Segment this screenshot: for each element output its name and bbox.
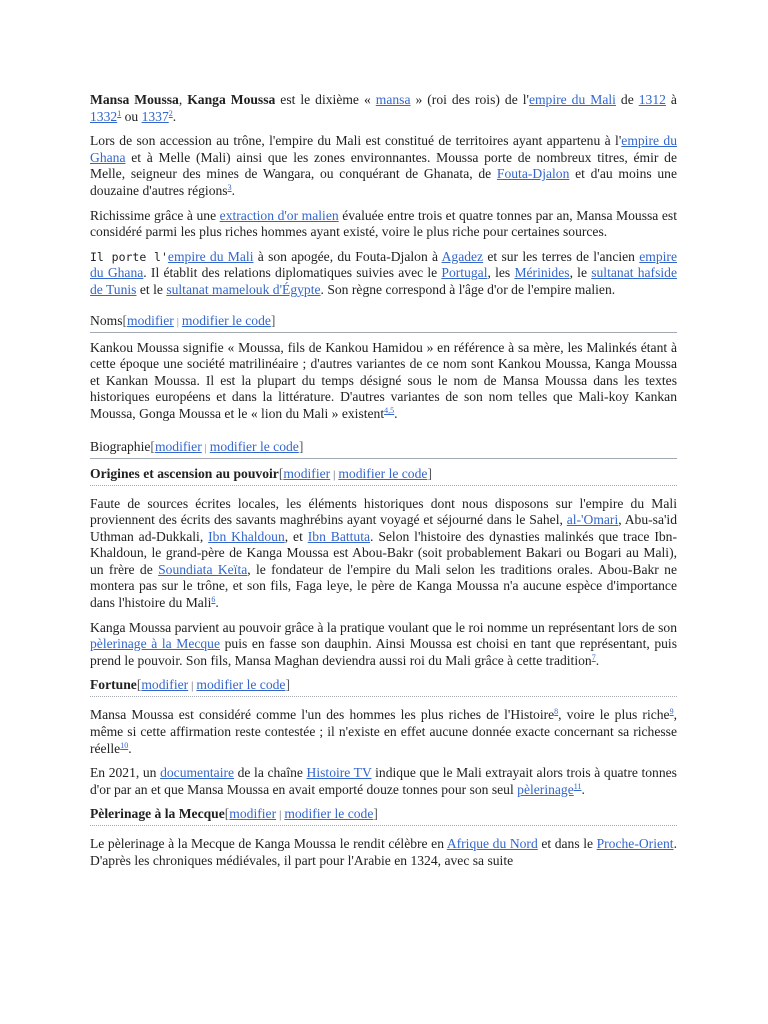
documentaire-paragraph: En 2021, un documentaire de la chaîne Histoire TV indique que le Mali extrayait alors trois à quatre tonnes d'or par an et que Mansa Moussa en avait emporté douze tonnes pour son seul pèlerinage$^{11}$. bbox=[90, 765, 677, 797]
link-sultanat-egypte[interactable]: sultanat mamelouk d'Égypte bbox=[166, 281, 321, 297]
intro-paragraph: Mansa Moussa, Kanga Moussa est le dixième « mansa » (roi des rois) de l'empire du Mali de 1312 à 1332$^1$ ou 1337$^2$. bbox=[90, 92, 677, 124]
link-empire-du-mali[interactable]: empire du Mali bbox=[528, 92, 616, 107]
ref-2[interactable]: 2 bbox=[168, 108, 173, 118]
link-ibn-battuta[interactable]: Ibn Battuta bbox=[307, 528, 371, 544]
ref-7[interactable]: 7 bbox=[591, 652, 596, 662]
link-pelerinage[interactable]: pèlerinage bbox=[517, 781, 574, 797]
link-extraction-or[interactable]: extraction d'or malien bbox=[219, 207, 339, 223]
ref-8[interactable]: 8 bbox=[554, 707, 559, 717]
ref-3[interactable]: 3 bbox=[227, 182, 232, 192]
section-heading-biographie: Biographie[modifier | modifier le code] bbox=[90, 439, 677, 459]
subsection-heading-fortune: Fortune[modifier | modifier le code] bbox=[90, 677, 677, 697]
link-1332[interactable]: 1332 bbox=[90, 108, 118, 124]
apogee-paragraph: Il porte l'empire du Mali à son apogée, du Fouta-Djalon à Agadez et sur les terres de l'ancien empire du Ghana. Il établit des relations diplomatiques suivies avec le Portugal, les Mérinides, le sultanat hafside de Tunis et le sultanat mamelouk d'Égypte. Son règne correspond à l'âge d'or de l'empire malien. bbox=[90, 248, 677, 297]
link-empire-du-ghana[interactable]: empire du Ghana bbox=[90, 133, 677, 165]
link-proche-orient[interactable]: Proche-Orient bbox=[596, 836, 674, 852]
link-1337[interactable]: 1337 bbox=[141, 108, 169, 124]
ref-10[interactable]: 10 bbox=[120, 740, 129, 750]
ref-9[interactable]: 9 bbox=[669, 707, 674, 717]
link-afrique-du-nord[interactable]: Afrique du Nord bbox=[446, 836, 538, 852]
ref-1[interactable]: 1 bbox=[117, 108, 122, 118]
edit-source-link-origines[interactable]: modifier le code bbox=[338, 465, 428, 481]
link-portugal[interactable]: Portugal bbox=[441, 265, 488, 281]
ref-4-5[interactable]: 4,5 bbox=[384, 405, 395, 415]
ref-6[interactable]: 6 bbox=[211, 595, 216, 605]
edit-source-link-pelerinage[interactable]: modifier le code bbox=[284, 806, 374, 822]
edit-link-fortune[interactable]: modifier bbox=[141, 677, 189, 693]
link-agadez[interactable]: Agadez bbox=[441, 248, 484, 264]
fortune-paragraph: Mansa Moussa est considéré comme l'un des hommes les plus riches de l'Histoire$^8$, voire le plus riche$^9$, même si cette affirmation reste contestée ; il n'existe en effet aucune donnée exacte concernant sa richesse réelle$^{10}$. bbox=[90, 707, 677, 756]
edit-link-origines[interactable]: modifier bbox=[283, 465, 331, 481]
edit-link-pelerinage[interactable]: modifier bbox=[229, 806, 277, 822]
edit-source-link-fortune[interactable]: modifier le code bbox=[196, 677, 286, 693]
wealth-paragraph: Richissime grâce à une extraction d'or malien évaluée entre trois et quatre tonnes par an, Mansa Moussa est considéré parmi les plus riches hommes ayant existé, voire le plus riche pour certaines sources. bbox=[90, 207, 677, 240]
kanga-paragraph: Kanga Moussa parvient au pouvoir grâce à la pratique voulant que le roi nomme un représentant lors de son pèlerinage à la Mecque puis en fasse son dauphin. Ainsi Moussa est choisi en tant que représentant, puis prend le pouvoir. Son fils, Mansa Maghan deviendra aussi roi du Mali grâce à cette tradition$^7$. bbox=[90, 619, 678, 668]
link-pelerinage-mecque[interactable]: pèlerinage à la Mecque bbox=[90, 636, 221, 652]
pelerinage-paragraph: Le pèlerinage à la Mecque de Kanga Moussa le rendit célèbre en Afrique du Nord et dans le Proche-Orient. D'après les chroniques médiévales, il part pour l'Arabie en 1324, avec sa suite bbox=[90, 836, 677, 868]
link-empire-du-mali-2[interactable]: empire du Mali bbox=[167, 248, 254, 264]
subsection-heading-pelerinage: Pèlerinage à la Mecque[modifier | modifier le code] bbox=[90, 806, 677, 826]
link-documentaire[interactable]: documentaire bbox=[160, 765, 235, 781]
noms-paragraph: Kankou Moussa signifie « Moussa, fils de Kankou Hamidou » en référence à sa mère, les Malinkés étant à cette époque une société matrilinéaire ; d'autres variantes de ce nom sont Kankou Moussa, Kanga Moussa et Kankan Moussa. Il est la plupart du temps désigné sous le nom de Mansa Moussa dans les textes historiques européens et dans la littérature. D'autres variantes de son nom telles que Mali-koy Kankan Moussa, Gonga Moussa et le « lion du Mali » existent$^{4,5}$. bbox=[90, 339, 677, 421]
link-al-omari[interactable]: al-'Omari bbox=[566, 512, 619, 528]
section-heading-noms: Noms[modifier | modifier le code] bbox=[90, 313, 677, 333]
link-histoire-tv[interactable]: Histoire TV bbox=[306, 765, 372, 781]
edit-link-biographie[interactable]: modifier bbox=[154, 438, 202, 454]
link-empire-du-ghana-2[interactable]: empire du Ghana bbox=[90, 248, 677, 281]
link-ibn-khaldoun[interactable]: Ibn Khaldoun bbox=[208, 528, 285, 544]
edit-source-link-biographie[interactable]: modifier le code bbox=[209, 438, 299, 454]
article-subject-alt: Kanga Moussa bbox=[187, 92, 276, 107]
edit-link-noms[interactable]: modifier bbox=[127, 312, 174, 328]
origines-paragraph: Faute de sources écrites locales, les éléments historiques dont nous disposons sur l'empire du Mali proviennent des écrits des savants maghrébins ayant voyagé et séjourné dans le Sahel, al-'Omari, Abu-sa'id Uthman ad-Dukkali, Ibn Khaldoun, et Ibn Battuta. Selon l'histoire des dynasties malinkés que trace Ibn-Khaldoun, le grand-père de Kanga Moussa est Abou-Bakr (soit probablement Bakari ou Bogari au Mali), un frère de Soundiata Keïta, le fondateur de l'empire du Mali selon les traditions orales. Abou-Bakr ne montera pas sur le trône, et son fils, Faga leye, le père de Kanga Moussa n'a aucune espèce d'importance dans l'histoire du Mali$^6$. bbox=[90, 495, 677, 611]
link-1312[interactable]: 1312 bbox=[638, 92, 666, 107]
article-subject: Mansa Moussa bbox=[90, 92, 179, 107]
link-soundiata-keita[interactable]: Soundiata Keïta bbox=[158, 561, 248, 577]
edit-source-link-noms[interactable]: modifier le code bbox=[181, 312, 271, 328]
ref-11[interactable]: 11 bbox=[573, 781, 582, 791]
link-sultanat-tunis[interactable]: sultanat hafside de Tunis bbox=[90, 265, 677, 297]
subsection-heading-origines: Origines et ascension au pouvoir[modifier | modifier le code] bbox=[90, 466, 677, 486]
link-merinides[interactable]: Mérinides bbox=[514, 265, 570, 281]
link-mansa[interactable]: mansa bbox=[375, 92, 411, 107]
article-body bbox=[90, 92, 677, 878]
link-fouta-djalon[interactable]: Fouta-Djalon bbox=[496, 166, 570, 182]
accession-paragraph: Lors de son accession au trône, l'empire du Mali est constitué de territoires ayant appartenu à l'empire du Ghana et à Melle (Mali) ainsi que les zones environnantes. Moussa porte de nombreux titres, émir de Melle, seigneur des mines de Wangara, ou conquérant de Ghanata, de Fouta-Djalon et d'au moins une douzaine d'autres régions$^3$. bbox=[90, 133, 677, 198]
